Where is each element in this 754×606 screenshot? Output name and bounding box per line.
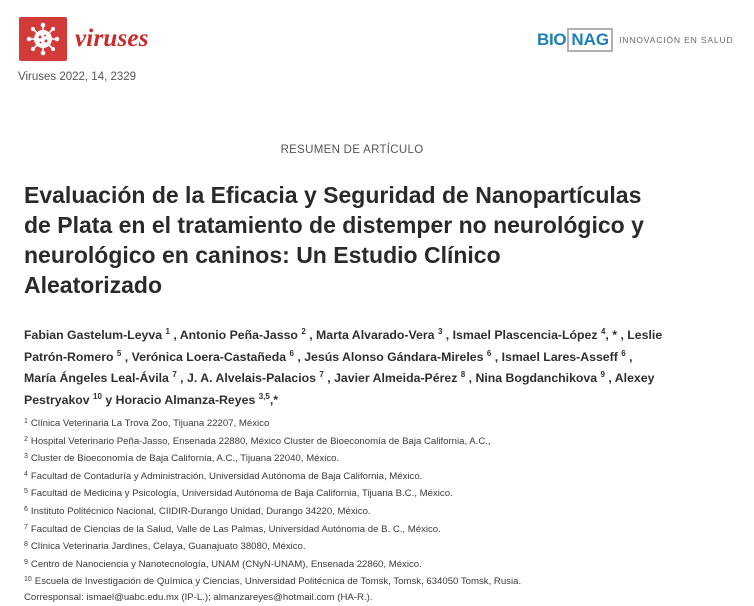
affiliation-item [24, 555, 724, 573]
affiliation-item [24, 414, 724, 432]
author-list: Fabian Gastelum-Leyva $^1$ , Antonio Peña-Jasso $^2$ , Marta Alvarado-Vera $^3$ , Ismael Plascencia-López $^4$, * , Leslie Patrón-Romero $^5$ , Verónica Loera-Castañeda $^6$ , Jesús Alonso Gándara-Mireles $^6$ , Ismael Lares-Asseff $^6$ , María Ángeles Leal-Ávila $^7$ , J. A. Alvelais-Palacios $^7$ , Javier Almeida-Pérez $^8$ , Nina Bogdanchikova $^9$ , Alexey Pestryakov $^{10}$ y Horacio Almanza-Reyes $^{3,5}$,* [24, 327, 663, 408]
brand-part2: NAG [567, 28, 613, 52]
affiliation-number: 10 [24, 576, 32, 584]
affiliation-text: Hospital Veterinario Peña-Jasso, Ensenada 22880, México Cluster de Bioeconomía de Baja California, A.C., [30, 435, 491, 447]
affiliation-item [24, 537, 724, 555]
affiliation-text: Facultad de Ciencias de la Salud, Valle de Las Palmas, Universidad Autónoma de B. C., México. [30, 523, 441, 535]
affiliation-number: 6 [24, 505, 28, 513]
affiliation-number: 9 [24, 558, 28, 566]
correspondence: Corresponsal: ismael@uabc.edu.mx (IP-L.); almanzareyes@hotmail.com (HA-R.). [24, 591, 373, 603]
partner-logo[interactable] [537, 28, 733, 52]
author-affiliation-ref: 6 [289, 348, 294, 358]
author-affiliation-ref: 6 [486, 348, 492, 358]
affiliation-number: 7 [24, 523, 28, 531]
article-title: Evaluación de la Eficacia y Seguridad de Nanopartículas de Plata en el tratamiento de distemper no neurológico y neurológico en caninos: Un Estudio Clínico Aleatorizado [24, 182, 644, 298]
affiliation-number: 1 [24, 418, 28, 425]
author-name[interactable]: Ismael Lares-Asseff $^6$ [501, 348, 626, 364]
affiliation-item [24, 467, 724, 485]
author-affiliation-ref: 9 [600, 370, 605, 380]
author-name[interactable]: Verónica Loera-Castañeda $^6$ [131, 348, 294, 364]
author-affiliation-ref: 7 [172, 370, 177, 380]
brand-part1: BIO [537, 30, 567, 49]
affiliation-number: 5 [24, 488, 28, 496]
author-name[interactable]: Horacio Almanza-Reyes $^{3,5}$,* [115, 392, 279, 408]
brand-tagline: INNOVACIÓN EN SALUD [619, 35, 734, 45]
affiliation-number: 3 [24, 453, 28, 461]
affiliation-text: Clínica Veterinaria Jardines, Celaya, Guanajuato 38080, México. [30, 541, 306, 553]
affiliation-item [24, 502, 724, 520]
affiliation-item [24, 520, 724, 538]
author-affiliation-ref: 8 [460, 370, 466, 380]
affiliation-text: Instituto Politécnico Nacional, CIIDIR-Durango Unidad, Durango 34220, México. [30, 505, 371, 517]
author-connector: y [101, 393, 116, 408]
author-affiliation-ref: 4 [600, 327, 606, 336]
citation: Viruses 2022, 14, 2329 [18, 71, 137, 83]
virus-icon [19, 17, 67, 61]
affiliation-number: 4 [24, 470, 28, 478]
affiliation-item [24, 432, 724, 450]
journal-name: viruses [75, 25, 149, 52]
affiliation-text: Clínica Veterinaria La Trova Zoo, Tijuana 22207, México [30, 418, 270, 429]
affiliation-text: Escuela de Investigación de Química y Ciencias, Universidad Politécnica de Tomsk, Tomsk, 634050 Tomsk, Rusia. [34, 576, 522, 588]
author-name[interactable]: Alexey Pestryakov $^{10}$ [24, 371, 655, 408]
author-name[interactable]: Leslie Patrón-Romero $^5$ [24, 328, 663, 364]
author-affiliation-ref: 3 [437, 327, 443, 336]
author-name[interactable]: Fabian Gastelum-Leyva $^1$ [24, 327, 170, 343]
page-header [0, 0, 754, 90]
affiliation-text: Facultad de Medicina y Psicología, Universidad Autónoma de Baja California, Tijuana B.C., México. [30, 488, 453, 500]
author-name[interactable]: Jesús Alonso Gándara-Mireles $^6$ [304, 348, 492, 364]
author-name[interactable]: Nina Bogdanchikova $^9$ [475, 370, 605, 386]
author-affiliation-ref: 3,5 [258, 392, 270, 402]
author-name[interactable]: Antonio Peña-Jasso $^2$ [179, 327, 306, 343]
affiliation-number: 8 [24, 541, 28, 549]
section-label: RESUMEN DE ARTÍCULO [280, 144, 424, 156]
author-affiliation-ref: 1 [165, 327, 170, 336]
affiliations [24, 414, 724, 606]
affiliation-item [24, 572, 724, 590]
author-affiliation-ref: 10 [93, 392, 102, 402]
journal-logo[interactable] [19, 17, 149, 61]
author-affiliation-ref: 2 [301, 327, 306, 336]
author-affiliation-ref: 7 [319, 370, 324, 380]
affiliation-item [24, 484, 724, 502]
author-name[interactable]: María Ángeles Leal-Ávila $^7$ [24, 370, 177, 386]
author-affiliation-ref: 6 [621, 348, 626, 358]
author-name[interactable]: Ismael Plascencia-López $^4$, * [452, 327, 618, 343]
author-name[interactable]: Javier Almeida-Pérez $^8$ [334, 370, 466, 386]
author-name[interactable]: Marta Alvarado-Vera $^3$ [316, 327, 443, 343]
affiliation-number: 2 [24, 435, 28, 443]
affiliation-text: Cluster de Bioeconomía de Baja California, A.C., Tijuana 22040, México. [30, 453, 340, 465]
author-name[interactable]: J. A. Alvelais-Palacios $^7$ [187, 370, 324, 386]
author-affiliation-ref: 5 [116, 348, 122, 358]
affiliation-text: Facultad de Contaduría y Administración, Universidad Autónoma de Baja California, México. [30, 470, 423, 482]
affiliation-item [24, 449, 724, 467]
bionag-wordmark [537, 28, 613, 52]
affiliation-text: Centro de Nanociencia y Nanotecnología, UNAM (CNyN-UNAM), Ensenada 22860, México. [30, 558, 422, 570]
